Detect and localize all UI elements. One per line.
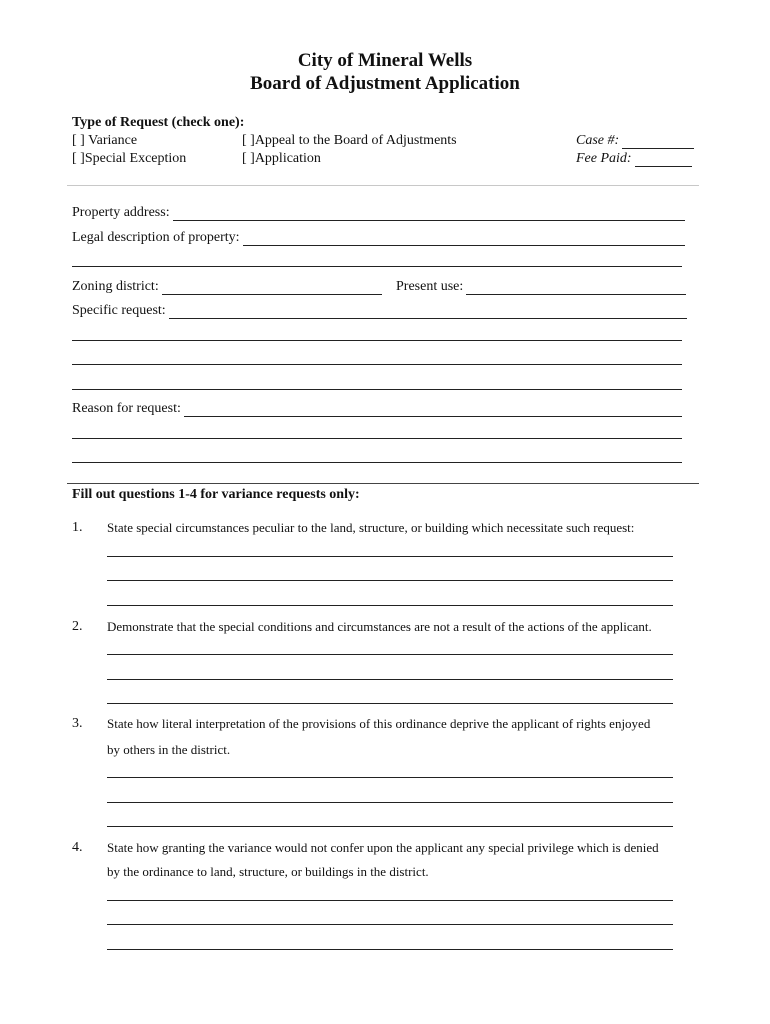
request-type-heading: Type of Request (check one): bbox=[72, 115, 245, 130]
question-number: 2. bbox=[72, 619, 83, 634]
fee-paid-field[interactable] bbox=[576, 151, 692, 167]
option-application[interactable]: [ ]Application bbox=[242, 151, 321, 166]
option-appeal[interactable]: [ ]Appeal to the Board of Adjustments bbox=[242, 133, 457, 148]
answer-line[interactable] bbox=[107, 777, 673, 778]
question-text: Demonstrate that the special conditions and circumstances are not a result of the actions of the applicant. bbox=[107, 619, 652, 634]
form-title-line2: Board of Adjustment Application bbox=[250, 73, 520, 94]
blank-line[interactable] bbox=[72, 438, 682, 439]
form-title-line1: City of Mineral Wells bbox=[297, 50, 473, 71]
blank-line[interactable] bbox=[72, 340, 682, 341]
case-number-field[interactable] bbox=[576, 133, 694, 149]
answer-line[interactable] bbox=[107, 703, 673, 704]
question-text-continued: by the ordinance to land, structure, or buildings in the district. bbox=[107, 864, 429, 879]
property-address-label: Property address: bbox=[72, 205, 170, 220]
legal-description-field[interactable] bbox=[72, 230, 685, 246]
answer-line[interactable] bbox=[107, 924, 673, 925]
blank-line[interactable] bbox=[72, 389, 682, 390]
answer-line[interactable] bbox=[107, 679, 673, 680]
question-text: State special circumstances peculiar to the land, structure, or building which necessitate such request: bbox=[107, 520, 635, 535]
blank-line[interactable] bbox=[72, 364, 682, 365]
fee-paid-label: Fee Paid: bbox=[576, 151, 632, 166]
answer-line[interactable] bbox=[107, 802, 673, 803]
reason-for-request-field[interactable] bbox=[72, 401, 682, 417]
answer-line[interactable] bbox=[107, 949, 673, 950]
question-text: State how granting the variance would not confer upon the applicant any special privilege which is denied bbox=[107, 840, 659, 855]
question-number: 1. bbox=[72, 520, 83, 535]
question-text-continued: by others in the district. bbox=[107, 742, 231, 757]
answer-line[interactable] bbox=[107, 556, 673, 557]
present-use-field[interactable] bbox=[396, 279, 686, 295]
answer-line[interactable] bbox=[107, 900, 673, 901]
variance-section-heading: Fill out questions 1-4 for variance requests only: bbox=[72, 487, 360, 502]
zoning-district-label: Zoning district: bbox=[72, 279, 159, 294]
divider bbox=[67, 185, 699, 186]
answer-line[interactable] bbox=[107, 826, 673, 827]
specific-request-field[interactable] bbox=[72, 303, 687, 319]
question-number: 3. bbox=[72, 716, 83, 731]
divider bbox=[67, 483, 699, 484]
answer-line[interactable] bbox=[107, 654, 673, 655]
legal-description-label: Legal description of property: bbox=[72, 230, 240, 245]
question-text: State how literal interpretation of the provisions of this ordinance deprive the applicant of rights enjoyed bbox=[107, 716, 651, 731]
zoning-district-field[interactable] bbox=[72, 279, 382, 295]
blank-line[interactable] bbox=[72, 266, 682, 267]
answer-line[interactable] bbox=[107, 580, 673, 581]
option-variance[interactable]: [ ] Variance bbox=[72, 133, 138, 148]
present-use-label: Present use: bbox=[396, 279, 464, 294]
answer-line[interactable] bbox=[107, 605, 673, 606]
case-number-label: Case #: bbox=[576, 133, 620, 148]
question-number: 4. bbox=[72, 840, 83, 855]
specific-request-label: Specific request: bbox=[72, 303, 166, 318]
reason-for-request-label: Reason for request: bbox=[72, 401, 181, 416]
blank-line[interactable] bbox=[72, 462, 682, 463]
property-address-field[interactable] bbox=[72, 205, 685, 221]
option-special-exception[interactable]: [ ]Special Exception bbox=[72, 151, 187, 166]
